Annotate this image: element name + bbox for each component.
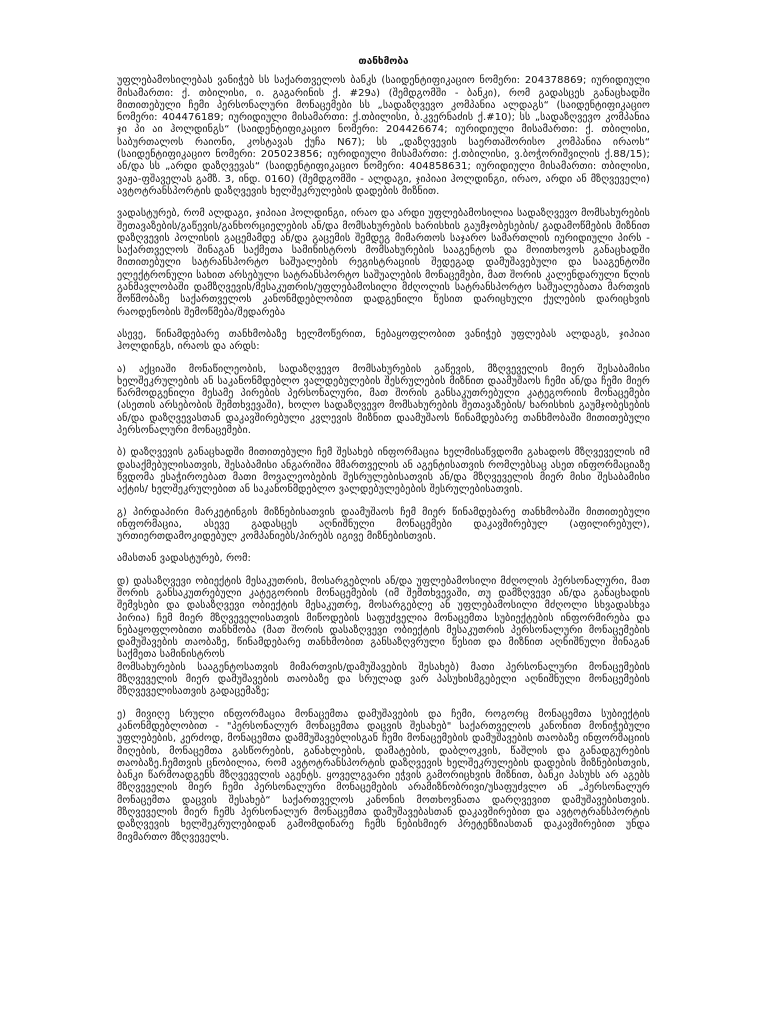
clause-a: ა) აქციაში მონაწილეობის, სადაზღვევო მომსახურების გაწევის, მზღვეველის მიერ შესაბამისი ხელშეკრულების ან საკანონმდებლო ვალდებულების შესრულების მიზნით დაამუშაოს ჩემი ან/და ჩემი მიერ წარმოდგენილი მესამე პირების პერსონალური, მათ შორის განსაკუთრებული კატეგორიის მონაცემები (ასეთის არსებობის შემთხვევაში), ხოლო სადაზღვევო მომსახურების შეთავაზების/ ხარისხის გაუმჯობესების ან/და დაზღვევასთან დაკავშირებული კვლევის მიზნით დაამუშაოს წინამდებარე თანხმობაში მითითებული პერსონალური მონაცემები. [117, 363, 650, 437]
clause-b: ბ) დაზღვევის განაცხადში მითითებული ჩემ შესახებ ინფორმაცია ხელმისაწვდომი გახადოს მზღვეველის იმ დასაქმებულისათვის, შესაბამისი ანგარიშია მმართველის ან აგენტისათვის რომლებსაც ასეთ ინფორმაციაზე წვდომა ესაჭიროებათ მათი მოვალეობების შესრულებისათვის ან/და მზღვეველის მიერ მისი შესაბამისი აქტის/ ხელშეკრულებით ან საკანონმდებლო ვალდებულებების შესრულებისათვის. [117, 447, 650, 496]
paragraph-intro: უფლებამოსილებას ვანიჭებ სს საქართველოს ბანკს (საიდენტიფიკაციო ნომერი: 204378869; იურიდიული მისამართი: ქ. თბილისი, ი. გაგარინის ქ. #29ა) (შემდგომში - ბანკი), რომ გადასცეს განაცხადში მითითებული ჩემი პერსონალური მონაცემები სს „სადაზღვევო კომპანია ალდაგს“ (საიდენტიფიკაციო ნომერი: 404476189; იურიდიული მისამართი: ქ.თბილისი, ბ.კვერნაძის ქ.#10); სს „სადაზღვევო კომპანია ჯი პი აი ჰოლდინგს“ (საიდენტიფიკაციო ნომერი: 204426674; იურიდიული მისამართი: ქ. თბილისი, საბურთალოს რაიონი, კოსტავას ქუჩა N67); სს „დაზღვევის საერთაშორისო კომპანია ირაოს“ (საიდენტიფიკაციო ნომერი: 205023856; იურიდიული მისამართი: ქ.თბილისი, ვ.ბოჭორიშვილის ქ.88/15); ან/და სს „არდი დაზღვევას“ (საიდენტიფიკაციო ნომერი: 404858631; იურიდიული მისამართი: თბილისი, ვაჟა-ფშაველას გამზ. 3, ინდ. 0160) (შემდგომში - ალდაგი, ჯიპიაი ჰოლდინგი, ირაო, არდი ან მზღვეველი) ავტოტრანსპორტის დაზღვევის ხელშეკრულების დადების მიზნით. [117, 75, 650, 197]
paragraph-affirmation: ამასთან ვადასტურებ, რომ: [117, 553, 251, 565]
paragraph-authorization: ასევე, წინამდებარე თანხმობაზე ხელმოწერით, ნებაყოფლობით ვანიჭებ უფლებას ალდაგს, ჯიპიაი ჰოლდინგს, ირაოს და არდს: [117, 328, 650, 353]
clause-e: ე) მივიღე სრული ინფორმაცია მონაცემთა დამუშავების და ჩემი, როგორც მონაცემთა სუბიექტის კანონმდებლობით - "პერსონალურ მონაცემთა დაცვის შესახებ" საქართველოს კანონით მონიჭებული უფლებების, კერძოდ, მონაცემთა დამმუშავებლისგან ჩემი მონაცემების დამუშავების თაობაზე ინფორმაციის მიღების, მონაცემთა გასწორების, განახლების, დამატების, დაბლოკვის, წაშლის და განადგურების თაობაზე.ჩემთვის ცნობილია, რომ ავტოტრანსპორტის დაზღვევის ხელშეკრულების დადების მიზნებისთვის, ბანკი წარმოადგენს მზღვეველის აგენტს. ყოველგვარი ეჭვის გამორიცხვის მიზნით, ბანკი პასუხს არ აგებს მზღვეველის მიერ ჩემი პერსონალური მონაცემების არამიზნობრივი/უსაფუძვლო ან „პერსონალურ მონაცემთა დაცვის შესახებ“ საქართველოს კანონის მოთხოვნათა დარღვევით დამუშავებისთვის. მზღვეველის მიერ ჩემს პერსონალურ მონაცემთა დამუშავებასთან დაკავშირებით და ავტოტრანსპორტის დაზღვევის ხელშეკრულებიდან გამომდინარე ჩემს ნებისმიერ პრეტენზიასთან დაკავშირებით უნდა მივმართო მზღვეველს. [117, 708, 650, 843]
consent-document [117, 56, 650, 854]
paragraph-confirmation: ვადასტურებ, რომ ალდაგი, ჯიპიაი ჰოლდინგი, ირაო და არდი უფლებამოსილია სადაზღვევო მომსახურების შეთავაზების/გაწევის/განხორციელების ან/და მომსახურების ხარისხის გაუმჯობესების/ გადამოწმების მიზნით დაზღვევის პოლისის გაცემამდე ან/და გაცემის შემდეგ მიმართოს საჯარო სამართლის იურიდიული პირს - საქართველოს შინაგან საქმეთა სამინისტროს მომსახურების სააგენტოს და მოითხოვოს განაცხადში მითითებული სატრანსპორტო საშუალების რეგისტრაციის შედეგად დამუშავებული და სააგენტოში ელექტრონული სახით არსებული სატრანსპორტო საშუალების მონაცემები, მათ შორის კალენდარული წლის განმავლობაში დამზღვევის/მესაკუთრის/უფლებამოსილი მძღოლის სატრანსპორტო საშუალებათა მართვის მოწმობაზე საქართველოს კანონმდებლობით დადგენილი წესით დარიცხული ქულების დარიცხვის რაოდენობის შემოწმება/შედარება [117, 208, 650, 318]
clause-d: დ) დასაზღვევი ობიექტის მესაკუთრის, მოსარგებლის ან/და უფლებამოსილი მძღოლის პერსონალური, მათ შორის განსაკუთრებული კატეგორიის მონაცემების (იმ შემთხვევაში, თუ დამზღვევი ან/და განაცხადის შემვსები და დასაზღვევი ობიექტის მესაკუთრე, მოსარგებლე ან უფლებამოსილი მძღოლი სხვადასხვა პირია) ჩემ მიერ მზღვეველისათვის მიწოდების საფუძველია მონაცემთა სუბიექტების ინფორმირება და ნებაყოფლობითი თანხმობა (მათ შორის დასაზღვევი ობიექტის მესაკუთრის პერსონალური მონაცემების დამუშავების თაობაზე, წინამდებარე თანხმობით განსაზღვრული წესით და მიზნით აღნიშნული შინაგან საქმეთა სამინისტროს [117, 575, 650, 661]
clause-d-continued: მომსახურების სააგენტოსათვის მიმართვის/დამუშავების შესახებ) მათი პერსონალური მონაცემების მზღვეველის მიერ დამუშავების თაობაზე და სრულად ვარ პასუხისმგებელი აღნიშნული მონაცემების მზღვეველისათვის გადაცემაზე; [117, 661, 650, 698]
document-title: თანხმობა [358, 56, 409, 67]
clause-g: გ) პირდაპირი მარკეტინგის მიზნებისათვის დაამუშაოს ჩემ მიერ წინამდებარე თანხმობაში მითითებული ინფორმაცია, ასევე გადასცეს აღნიშნული მონაცემები დაკავშირებულ (აფილირებულ), ურთიერთდამოკიდებულ კომპანიებს/პირებს იგივე მიზნებისთვის. [117, 506, 650, 543]
